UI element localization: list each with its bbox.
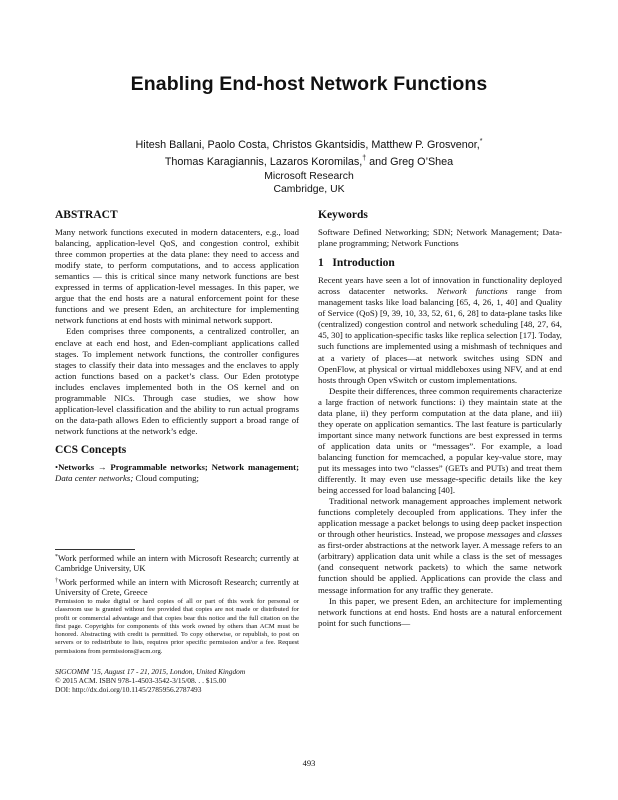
intro-paragraph-3 (318, 496, 562, 595)
ccs-italic: Data center networks; (55, 473, 134, 484)
keywords-text: Software Defined Networking; SDN; Network Management; Data-plane programming; Network Functions (318, 227, 562, 249)
page-number: 493 (302, 758, 316, 768)
intro-number: 1 (318, 257, 324, 270)
footnote-2-mark: † (55, 577, 59, 584)
doi-line (55, 685, 299, 694)
author-names-2a: Thomas Karagiannis, Lazaros Koromilas, (164, 156, 363, 168)
abstract-paragraph-1: Many network functions executed in modern datacenters, e.g., load balancing, application-level QoS, and congestion control, exhibit three common properties at the data plane: they need to access and modify state, to perform computations, and to access application semantics — this is critical since many network functions are best expressed in terms of application-level messages. In this paper, we argue that the end hosts are a natural enforcement point for these functions and we present Eden, an architecture for implementing network functions at end hosts with minimal network support. (55, 227, 299, 326)
affiliation: Microsoft Research (264, 171, 354, 182)
right-column (318, 210, 562, 629)
left-column (55, 210, 299, 484)
intro-p3-b: as first-order abstractions at the network layer. A message refers to an (arbitrary) application data unit while a class is the set of messages (and consequent network packets) to which the same network function should be applied. Applications can provide the class and message information for any traffic they generate. (318, 540, 562, 595)
author-line-1 (0, 138, 618, 151)
author-names-1: Hitesh Ballani, Paolo Costa, Christos Gkantsidis, Matthew P. Grosvenor, (135, 139, 480, 151)
permission-notice: Permission to make digital or hard copies of all or part of this work for personal or classroom use is granted without fee provided that copies are not made or distributed for profit or commercial advantage and that copies bear this notice and the full citation on the first page. Copyrights for components of this work owned by others than ACM must be honored. Abstracting with credit is permitted. To copy otherwise, or republish, to post on servers or to redistribute to lists, requires prior specific permission and/or a fee. Request permissions from permissions@acm.org. (55, 598, 299, 655)
footnote-1-mark: * (55, 554, 58, 560)
doi-label: DOI: (55, 685, 71, 695)
conference-venue: SIGCOMM ’15, August 17 - 21, 2015, London, United Kingdom (55, 667, 246, 676)
ccs-heading: CCS Concepts (55, 443, 127, 456)
intro-p3-em2: classes (537, 529, 563, 540)
ccs-rest: Cloud computing; (135, 473, 199, 484)
intro-p1-a: Recent years have seen a lot of innovation in functionality deployed across datacenter networks. (318, 275, 562, 297)
intro-heading (318, 258, 562, 269)
intro-p3-em1: messages (487, 529, 521, 540)
ccs-bullet: • (55, 461, 59, 472)
abstract-heading: ABSTRACT (55, 209, 118, 221)
footnote-2-text: Work performed while an intern with Microsoft Research; currently at University of Crete, Greece (55, 577, 299, 598)
author-names-2b: and Greg O’Shea (369, 156, 454, 168)
intro-paragraph-1 (318, 275, 562, 385)
footnotes (55, 552, 299, 600)
footnote-1-text: Work performed while an intern with Microsoft Research; currently at Cambridge University, UK (55, 554, 299, 574)
intro-p1-em: Network functions (436, 286, 508, 297)
footnote-mark-star: * (479, 138, 483, 145)
paper-title: Enabling End-host Network Functions (130, 73, 488, 95)
doi-link[interactable]: http://dx.doi.org/10.1145/2785956.2787493 (72, 685, 202, 695)
ccs-bold: Networks → Programmable networks; Network management; (58, 461, 299, 472)
abstract-paragraph-2: Eden comprises three components, a centralized controller, an enclave at each end host, and Eden-compliant applications called stages. To implement network functions, the controller configures stages to classify their data into messages and the enclaves to apply action functions based on a packet’s class. Our Eden prototype includes enclaves implemented both in the OS kernel and on programmable NICs. Through case studies, we show how application-level classification and the ability to run actual programs on the data-path allows Eden to efficiently support a broad range of network functions at the network’s edge. (55, 326, 299, 436)
intro-p1-b: range from management tasks like load balancing [65, 4, 26, 1, 40] and Quality of Service (QoS) [9, 39, 10, 33, 52, 61, 6, 28] to data-plane tasks like (centralized) congestion control and network scheduling [48, 27, 64, 45, 30] to application-specific tasks like replica selection [17]. Today, such functions are implemented using a mishmash of techniques and at a variety of places—at network switches using SDN and OpenFlow, at physical or virtual middleboxes using NFV, and at end hosts through Open vSwitch or custom implementations. (318, 286, 563, 385)
footnote-mark-dagger: † (362, 155, 367, 162)
ccs-concepts (55, 462, 299, 484)
intro-p3-a: Traditional network management approaches implement network functions completely decoupled from applications. They infer the application message a packet belongs to using deep packet inspection or through other heuristics. Instead, we propose (318, 496, 562, 540)
intro-paragraph-4: In this paper, we present Eden, an architecture for implementing network functions at end hosts. End hosts are a natural enforcement point for such functions— (318, 595, 562, 628)
intro-paragraph-2: Despite their differences, three common requirements characterize a large fraction of network functions: i) they maintain state at the data plane, ii) they perform computation at the data plane, and iii) they operate on application semantics. The last feature is particularly important since many network functions are best expressed in terms of application data units or “messages”. For example, a load balancing function for memcached, a popular key-value store, may put its messages into two “classes” (GETs and PUTs) and treat them differently. It may even use message-specific details like the key being accessed for load balancing [40]. (318, 385, 562, 496)
intro-heading-text: Introduction (332, 257, 395, 270)
keywords-heading: Keywords (318, 209, 368, 221)
author-line-2 (0, 155, 618, 168)
location: Cambridge, UK (273, 184, 345, 195)
footnote-2 (55, 576, 299, 599)
intro-p3-and: and (522, 529, 535, 540)
footnote-1 (55, 552, 299, 575)
footnote-rule (55, 549, 135, 550)
copyright-line: © 2015 ACM. ISBN 978-1-4503-3542-3/15/08. . . $15.00 (55, 676, 227, 686)
conference-info (55, 667, 299, 695)
